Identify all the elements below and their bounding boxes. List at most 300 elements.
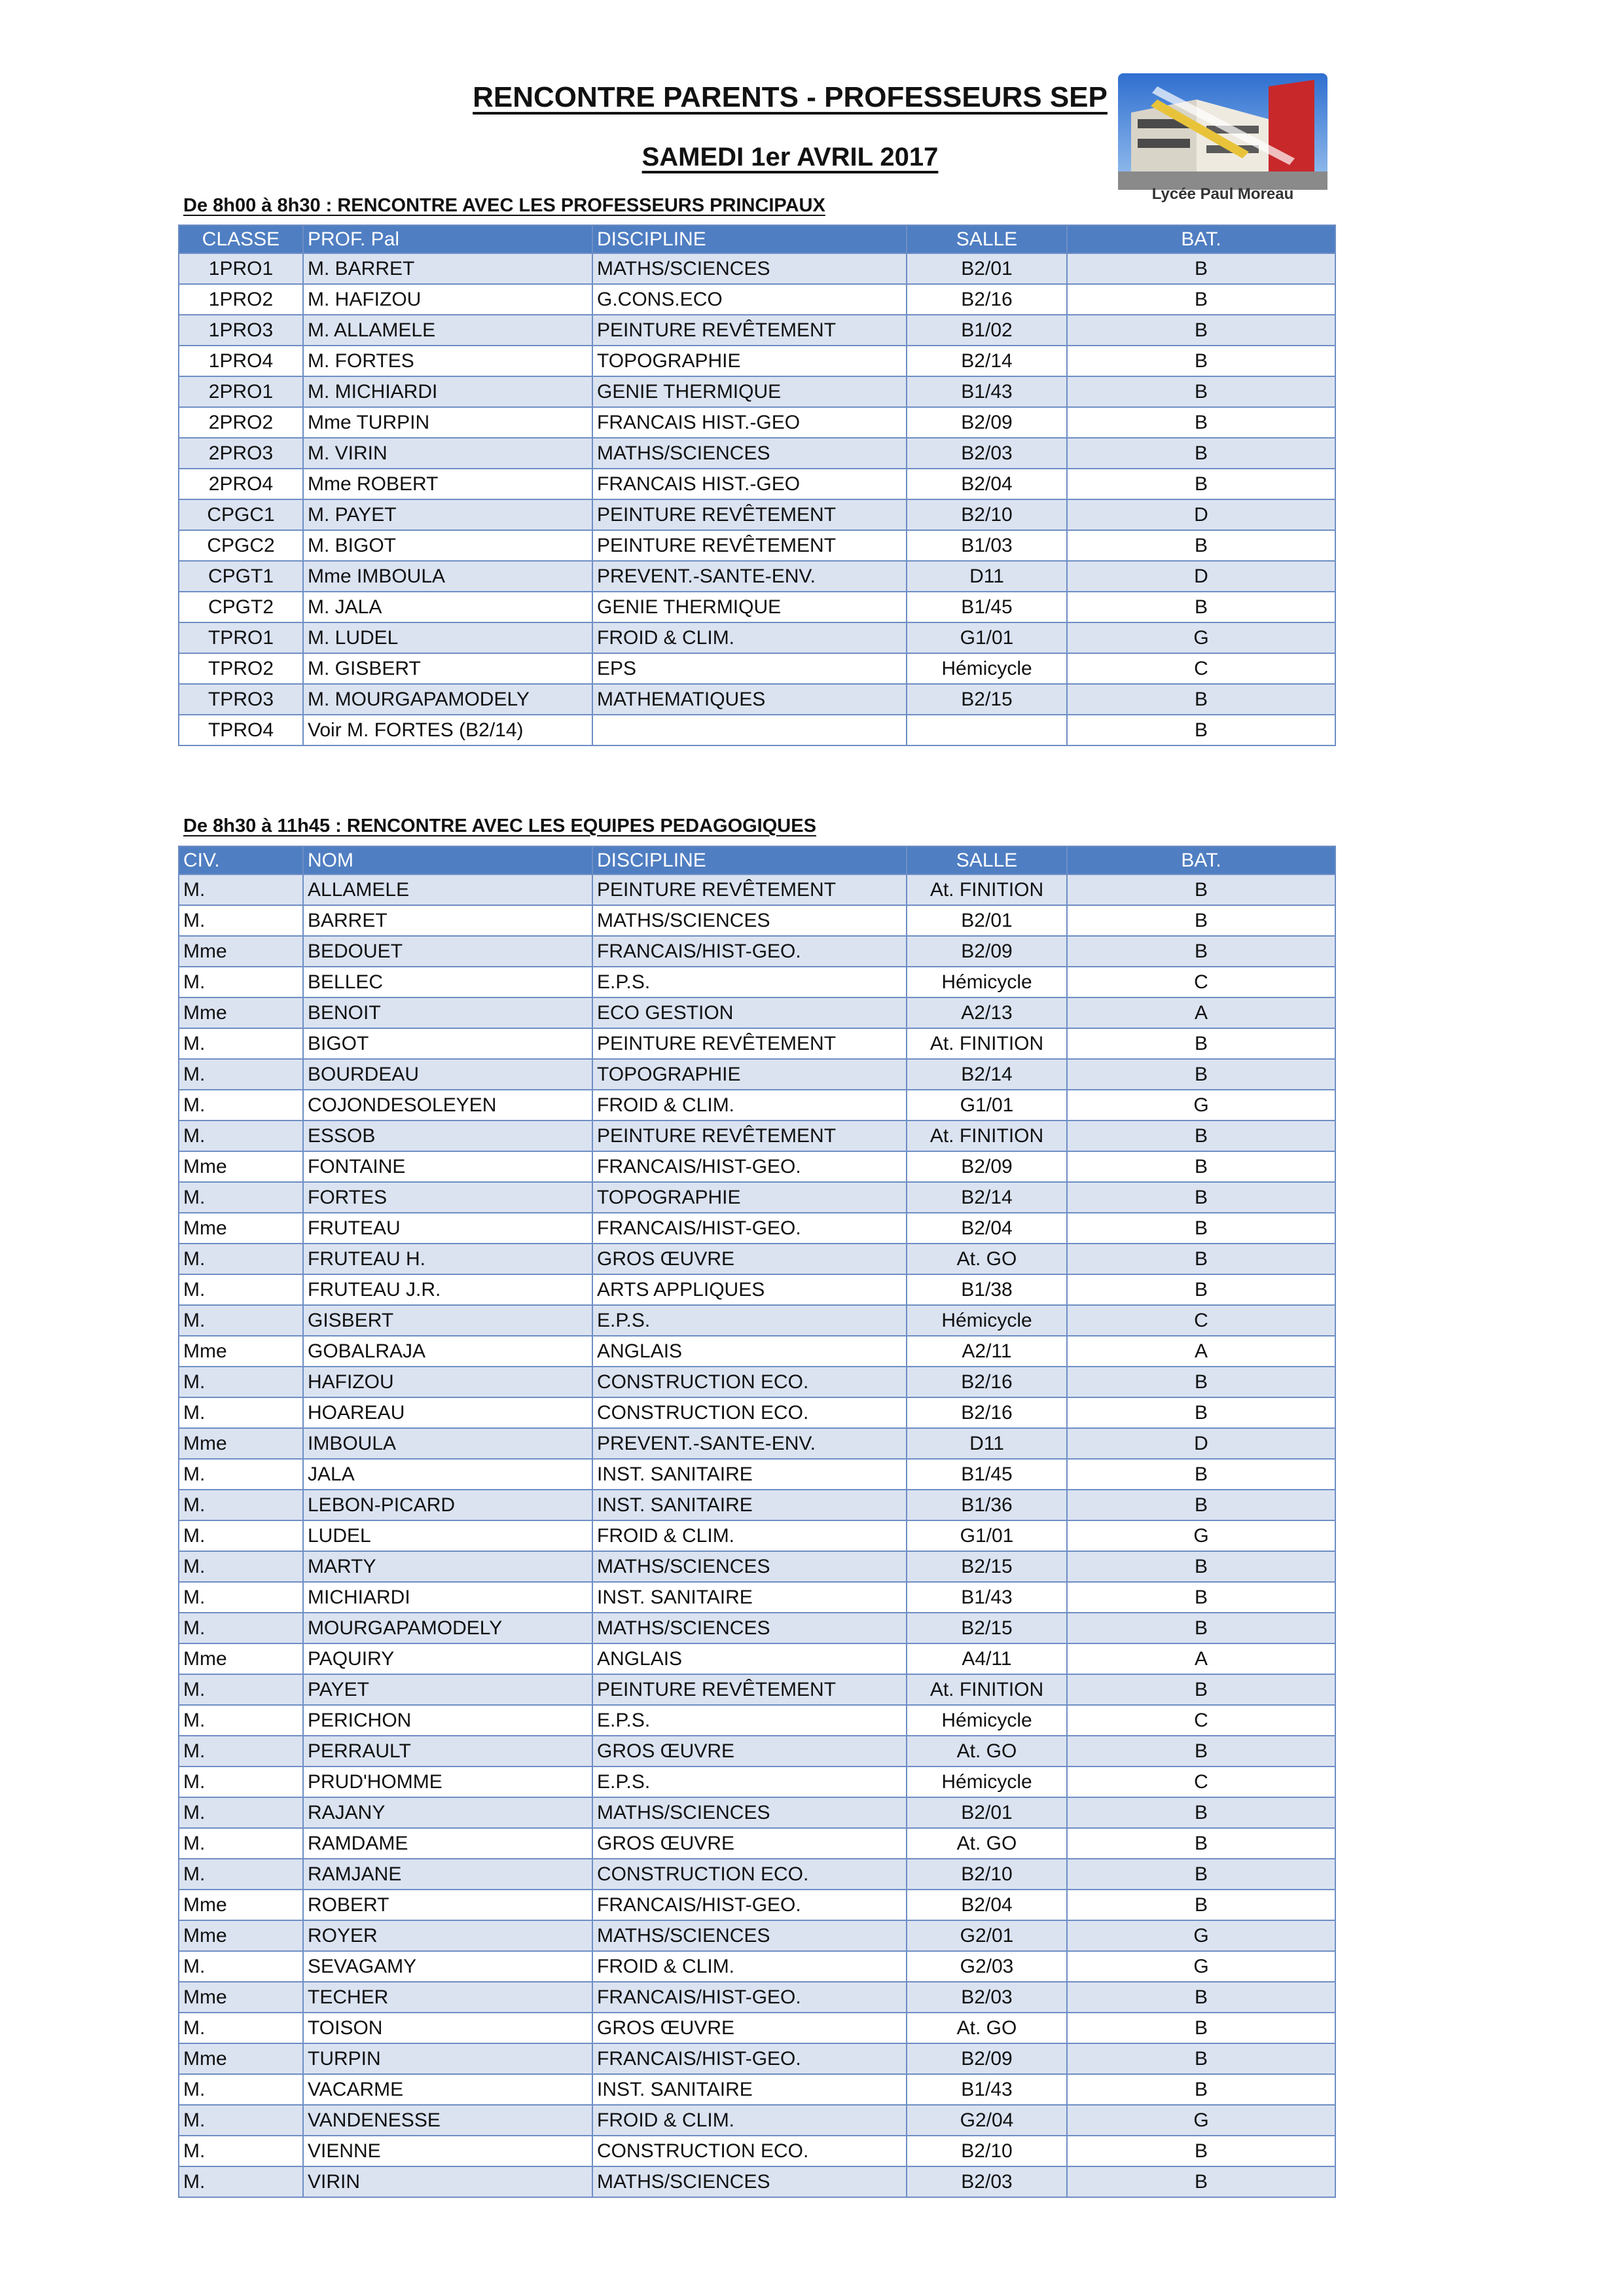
teams-table (178, 846, 1336, 2198)
cell-civ: Mme (179, 1890, 303, 1920)
cell-classe: 2PRO2 (179, 407, 303, 438)
cell-salle: Hémicycle (907, 653, 1067, 684)
cell-bat: B (1067, 469, 1335, 499)
table-row (179, 1490, 1335, 1520)
cell-classe: CPGT1 (179, 561, 303, 592)
cell-salle: B2/09 (907, 936, 1067, 967)
cell-salle: B2/10 (907, 2136, 1067, 2166)
cell-nom: FRUTEAU (303, 1213, 592, 1244)
table-row (179, 997, 1335, 1028)
cell-salle: At. FINITION (907, 874, 1067, 905)
cell-salle: G1/01 (907, 1090, 1067, 1121)
table-row (179, 1213, 1335, 1244)
cell-civ: M. (179, 1121, 303, 1151)
cell-salle: G1/01 (907, 622, 1067, 653)
cell-discipline: GROS ŒUVRE (592, 2013, 907, 2043)
table-row (179, 346, 1335, 376)
cell-discipline: ANGLAIS (592, 1336, 907, 1367)
table-row (179, 376, 1335, 407)
table-row (179, 438, 1335, 469)
cell-civ: M. (179, 967, 303, 997)
cell-nom: PERRAULT (303, 1736, 592, 1767)
cell-bat: G (1067, 1951, 1335, 1982)
cell-civ: M. (179, 1767, 303, 1797)
cell-salle: B2/03 (907, 438, 1067, 469)
cell-bat: G (1067, 1920, 1335, 1951)
cell-bat: B (1067, 1244, 1335, 1274)
cell-nom: TURPIN (303, 2043, 592, 2074)
cell-discipline: INST. SANITAIRE (592, 1490, 907, 1520)
cell-discipline: PEINTURE REVÊTEMENT (592, 530, 907, 561)
cell-salle: At. FINITION (907, 1674, 1067, 1705)
cell-salle: B1/36 (907, 1490, 1067, 1520)
table-row (179, 1028, 1335, 1059)
cell-bat: B (1067, 1213, 1335, 1244)
cell-bat: C (1067, 967, 1335, 997)
table-row (179, 715, 1335, 745)
cell-civ: M. (179, 1674, 303, 1705)
cell-salle: At. GO (907, 2013, 1067, 2043)
cell-bat: B (1067, 346, 1335, 376)
table-row (179, 1551, 1335, 1582)
cell-bat: B (1067, 874, 1335, 905)
cell-discipline: MATHS/SCIENCES (592, 253, 907, 284)
cell-discipline: ECO GESTION (592, 997, 907, 1028)
cell-civ: M. (179, 1182, 303, 1213)
cell-discipline: FRANCAIS/HIST-GEO. (592, 1890, 907, 1920)
cell-discipline: PEINTURE REVÊTEMENT (592, 315, 907, 346)
cell-discipline: INST. SANITAIRE (592, 1582, 907, 1613)
cell-salle: A4/11 (907, 1643, 1067, 1674)
cell-salle: B2/09 (907, 1151, 1067, 1182)
cell-discipline: CONSTRUCTION ECO. (592, 1367, 907, 1397)
cell-discipline: TOPOGRAPHIE (592, 1182, 907, 1213)
col-header-bat: BAT. (1067, 846, 1335, 874)
cell-civ: Mme (179, 1920, 303, 1951)
cell-nom: PAQUIRY (303, 1643, 592, 1674)
cell-discipline: GENIE THERMIQUE (592, 592, 907, 622)
cell-discipline: E.P.S. (592, 1305, 907, 1336)
cell-prof: M. VIRIN (303, 438, 592, 469)
col-header-civ: CIV. (179, 846, 303, 874)
cell-nom: BEDOUET (303, 936, 592, 967)
cell-discipline: GROS ŒUVRE (592, 1244, 907, 1274)
cell-salle: Hémicycle (907, 1305, 1067, 1336)
table-row (179, 1520, 1335, 1551)
cell-bat: B (1067, 684, 1335, 715)
cell-nom: ROYER (303, 1920, 592, 1951)
cell-classe: CPGT2 (179, 592, 303, 622)
cell-civ: M. (179, 905, 303, 936)
cell-salle: A2/13 (907, 997, 1067, 1028)
cell-salle: G2/01 (907, 1920, 1067, 1951)
cell-nom: VIENNE (303, 2136, 592, 2166)
cell-salle: Hémicycle (907, 967, 1067, 997)
cell-nom: BARRET (303, 905, 592, 936)
cell-salle: At. FINITION (907, 1121, 1067, 1151)
cell-discipline: MATHS/SCIENCES (592, 2166, 907, 2197)
col-header-salle: SALLE (907, 225, 1067, 253)
cell-discipline (592, 715, 907, 745)
cell-bat: B (1067, 592, 1335, 622)
cell-nom: HOAREAU (303, 1397, 592, 1428)
cell-salle: B1/43 (907, 2074, 1067, 2105)
cell-salle: B1/43 (907, 376, 1067, 407)
cell-civ: M. (179, 1090, 303, 1121)
cell-salle: B2/14 (907, 1182, 1067, 1213)
table-row (179, 1920, 1335, 1951)
col-header-discipline: DISCIPLINE (592, 846, 907, 874)
cell-discipline: FROID & CLIM. (592, 2105, 907, 2136)
cell-bat: C (1067, 1705, 1335, 1736)
table-row (179, 653, 1335, 684)
cell-classe: TPRO1 (179, 622, 303, 653)
table-row (179, 561, 1335, 592)
table-row (179, 684, 1335, 715)
table-row (179, 1613, 1335, 1643)
cell-bat: A (1067, 1643, 1335, 1674)
cell-bat: A (1067, 1336, 1335, 1367)
cell-salle: B2/04 (907, 1890, 1067, 1920)
cell-prof: M. JALA (303, 592, 592, 622)
cell-nom: BOURDEAU (303, 1059, 592, 1090)
cell-discipline: MATHS/SCIENCES (592, 1613, 907, 1643)
section-heading-teams: De 8h30 à 11h45 : RENCONTRE AVEC LES EQUIPES PEDAGOGIQUES (183, 816, 816, 836)
cell-civ: Mme (179, 997, 303, 1028)
table-row (179, 1582, 1335, 1613)
table-row (179, 1151, 1335, 1182)
cell-prof: M. PAYET (303, 499, 592, 530)
cell-bat: B (1067, 1859, 1335, 1890)
cell-bat: B (1067, 2013, 1335, 2043)
cell-nom: RAJANY (303, 1797, 592, 1828)
cell-bat: G (1067, 1520, 1335, 1551)
cell-nom: GOBALRAJA (303, 1336, 592, 1367)
cell-bat: B (1067, 1151, 1335, 1182)
cell-salle: B2/04 (907, 469, 1067, 499)
cell-salle: G2/03 (907, 1951, 1067, 1982)
cell-nom: LEBON-PICARD (303, 1490, 592, 1520)
cell-bat: B (1067, 1674, 1335, 1705)
cell-prof: M. MICHIARDI (303, 376, 592, 407)
cell-bat: B (1067, 376, 1335, 407)
cell-civ: M. (179, 1613, 303, 1643)
cell-classe: TPRO2 (179, 653, 303, 684)
cell-discipline: G.CONS.ECO (592, 284, 907, 315)
cell-nom: FRUTEAU H. (303, 1244, 592, 1274)
cell-salle: At. GO (907, 1244, 1067, 1274)
cell-discipline: PEINTURE REVÊTEMENT (592, 1121, 907, 1151)
cell-civ: M. (179, 1305, 303, 1336)
cell-bat: C (1067, 653, 1335, 684)
cell-discipline: E.P.S. (592, 1705, 907, 1736)
cell-salle: G2/04 (907, 2105, 1067, 2136)
cell-bat: B (1067, 1459, 1335, 1490)
cell-bat: B (1067, 905, 1335, 936)
cell-prof: M. BARRET (303, 253, 592, 284)
col-header-prof: PROF. Pal (303, 225, 592, 253)
cell-discipline: FROID & CLIM. (592, 622, 907, 653)
cell-salle (907, 715, 1067, 745)
cell-bat: B (1067, 1797, 1335, 1828)
cell-classe: 1PRO4 (179, 346, 303, 376)
table-row (179, 1244, 1335, 1274)
cell-salle: B2/01 (907, 1797, 1067, 1828)
cell-bat: G (1067, 2105, 1335, 2136)
cell-bat: B (1067, 315, 1335, 346)
table-row (179, 967, 1335, 997)
cell-discipline: PEINTURE REVÊTEMENT (592, 1674, 907, 1705)
cell-salle: B1/02 (907, 315, 1067, 346)
cell-classe: TPRO4 (179, 715, 303, 745)
cell-nom: BELLEC (303, 967, 592, 997)
cell-bat: A (1067, 997, 1335, 1028)
cell-classe: 1PRO3 (179, 315, 303, 346)
cell-civ: Mme (179, 1336, 303, 1367)
cell-salle: B2/03 (907, 1982, 1067, 2013)
page-title: RENCONTRE PARENTS - PROFESSEURS SEP (473, 81, 1108, 113)
cell-bat: B (1067, 1028, 1335, 1059)
cell-civ: M. (179, 1490, 303, 1520)
cell-salle: B1/43 (907, 1582, 1067, 1613)
cell-prof: M. GISBERT (303, 653, 592, 684)
cell-salle: B2/10 (907, 1859, 1067, 1890)
cell-discipline: MATHS/SCIENCES (592, 1797, 907, 1828)
cell-discipline: INST. SANITAIRE (592, 1459, 907, 1490)
cell-classe: 1PRO1 (179, 253, 303, 284)
cell-nom: MARTY (303, 1551, 592, 1582)
cell-discipline: PEINTURE REVÊTEMENT (592, 1028, 907, 1059)
table-row (179, 1643, 1335, 1674)
cell-discipline: MATHEMATIQUES (592, 684, 907, 715)
cell-discipline: GROS ŒUVRE (592, 1828, 907, 1859)
cell-nom: PRUD'HOMME (303, 1767, 592, 1797)
cell-salle: D11 (907, 1428, 1067, 1459)
cell-salle: Hémicycle (907, 1767, 1067, 1797)
cell-discipline: FRANCAIS/HIST-GEO. (592, 1151, 907, 1182)
cell-bat: B (1067, 253, 1335, 284)
cell-bat: B (1067, 1890, 1335, 1920)
cell-classe: 1PRO2 (179, 284, 303, 315)
cell-bat: C (1067, 1767, 1335, 1797)
cell-bat: B (1067, 1490, 1335, 1520)
table-row (179, 2136, 1335, 2166)
table-row (179, 407, 1335, 438)
col-header-nom: NOM (303, 846, 592, 874)
cell-bat: C (1067, 1305, 1335, 1336)
cell-civ: M. (179, 1459, 303, 1490)
table-row (179, 592, 1335, 622)
table-row (179, 1674, 1335, 1705)
cell-salle: B2/10 (907, 499, 1067, 530)
cell-nom: GISBERT (303, 1305, 592, 1336)
cell-discipline: TOPOGRAPHIE (592, 1059, 907, 1090)
principals-table (178, 224, 1336, 746)
cell-nom: IMBOULA (303, 1428, 592, 1459)
cell-nom: ESSOB (303, 1121, 592, 1151)
cell-salle: B2/09 (907, 407, 1067, 438)
cell-nom: VANDENESSE (303, 2105, 592, 2136)
cell-classe: CPGC2 (179, 530, 303, 561)
cell-civ: M. (179, 1797, 303, 1828)
cell-classe: 2PRO4 (179, 469, 303, 499)
cell-discipline: FRANCAIS/HIST-GEO. (592, 1213, 907, 1244)
table-row (179, 1090, 1335, 1121)
cell-bat: B (1067, 2166, 1335, 2197)
cell-bat: B (1067, 715, 1335, 745)
table-header-row (179, 846, 1335, 874)
logo-caption: Lycée Paul Moreau (1151, 185, 1294, 203)
cell-nom: FONTAINE (303, 1151, 592, 1182)
cell-civ: M. (179, 2136, 303, 2166)
cell-discipline: CONSTRUCTION ECO. (592, 2136, 907, 2166)
table-row (179, 1951, 1335, 1982)
cell-salle: B2/03 (907, 2166, 1067, 2197)
cell-civ: Mme (179, 1151, 303, 1182)
cell-prof: Mme IMBOULA (303, 561, 592, 592)
cell-nom: TOISON (303, 2013, 592, 2043)
cell-civ: Mme (179, 1643, 303, 1674)
table-row (179, 1367, 1335, 1397)
cell-prof: Mme ROBERT (303, 469, 592, 499)
table-row (179, 874, 1335, 905)
col-header-classe: CLASSE (179, 225, 303, 253)
cell-prof: M. HAFIZOU (303, 284, 592, 315)
cell-discipline: EPS (592, 653, 907, 684)
cell-nom: TECHER (303, 1982, 592, 2013)
cell-prof: M. MOURGAPAMODELY (303, 684, 592, 715)
cell-nom: ALLAMELE (303, 874, 592, 905)
cell-bat: B (1067, 1582, 1335, 1613)
cell-civ: M. (179, 1551, 303, 1582)
table-row (179, 1797, 1335, 1828)
table-header-row (179, 225, 1335, 253)
cell-salle: D11 (907, 561, 1067, 592)
cell-salle: B2/15 (907, 1613, 1067, 1643)
cell-salle: B2/16 (907, 284, 1067, 315)
cell-classe: 2PRO3 (179, 438, 303, 469)
cell-classe: 2PRO1 (179, 376, 303, 407)
cell-bat: G (1067, 622, 1335, 653)
cell-discipline: CONSTRUCTION ECO. (592, 1859, 907, 1890)
table-row (179, 1982, 1335, 2013)
table-row (179, 2043, 1335, 2074)
cell-civ: M. (179, 1520, 303, 1551)
table-row (179, 1428, 1335, 1459)
cell-salle: B2/14 (907, 1059, 1067, 1090)
cell-discipline: FROID & CLIM. (592, 1951, 907, 1982)
cell-nom: FRUTEAU J.R. (303, 1274, 592, 1305)
cell-discipline: ANGLAIS (592, 1643, 907, 1674)
cell-prof: M. LUDEL (303, 622, 592, 653)
cell-prof: M. ALLAMELE (303, 315, 592, 346)
cell-discipline: FROID & CLIM. (592, 1520, 907, 1551)
table-row (179, 1305, 1335, 1336)
cell-discipline: PREVENT.-SANTE-ENV. (592, 1428, 907, 1459)
table-row (179, 1828, 1335, 1859)
cell-discipline: INST. SANITAIRE (592, 2074, 907, 2105)
table-row (179, 1182, 1335, 1213)
cell-civ: Mme (179, 1428, 303, 1459)
page-date: SAMEDI 1er AVRIL 2017 (641, 143, 939, 171)
cell-discipline: FRANCAIS/HIST-GEO. (592, 1982, 907, 2013)
table-row (179, 315, 1335, 346)
cell-bat: D (1067, 561, 1335, 592)
cell-salle: B2/15 (907, 684, 1067, 715)
cell-classe: TPRO3 (179, 684, 303, 715)
cell-bat: B (1067, 407, 1335, 438)
cell-salle: B2/16 (907, 1367, 1067, 1397)
cell-salle: B1/45 (907, 592, 1067, 622)
cell-bat: B (1067, 530, 1335, 561)
cell-salle: B2/16 (907, 1397, 1067, 1428)
cell-discipline: GROS ŒUVRE (592, 1736, 907, 1767)
cell-nom: JALA (303, 1459, 592, 1490)
table-row (179, 284, 1335, 315)
cell-nom: VACARME (303, 2074, 592, 2105)
cell-nom: MICHIARDI (303, 1582, 592, 1613)
cell-bat: B (1067, 438, 1335, 469)
cell-civ: Mme (179, 1213, 303, 1244)
table-row (179, 530, 1335, 561)
table-row (179, 622, 1335, 653)
cell-discipline: E.P.S. (592, 967, 907, 997)
cell-salle: B1/45 (907, 1459, 1067, 1490)
table-row (179, 905, 1335, 936)
cell-discipline: MATHS/SCIENCES (592, 1920, 907, 1951)
cell-bat: B (1067, 1828, 1335, 1859)
cell-civ: M. (179, 1736, 303, 1767)
table-row (179, 1336, 1335, 1367)
cell-salle: A2/11 (907, 1336, 1067, 1367)
section-heading-principals: De 8h00 à 8h30 : RENCONTRE AVEC LES PROFESSEURS PRINCIPAUX (183, 195, 825, 216)
cell-bat: B (1067, 1274, 1335, 1305)
cell-salle: B2/15 (907, 1551, 1067, 1582)
cell-civ: M. (179, 1859, 303, 1890)
cell-nom: COJONDESOLEYEN (303, 1090, 592, 1121)
cell-salle: B2/01 (907, 253, 1067, 284)
table-row (179, 1397, 1335, 1428)
cell-discipline: FRANCAIS/HIST-GEO. (592, 2043, 907, 2074)
table-row (179, 499, 1335, 530)
cell-prof: M. FORTES (303, 346, 592, 376)
cell-bat: B (1067, 1367, 1335, 1397)
cell-civ: Mme (179, 2043, 303, 2074)
cell-nom: RAMDAME (303, 1828, 592, 1859)
cell-civ: M. (179, 2105, 303, 2136)
cell-civ: M. (179, 2074, 303, 2105)
cell-discipline: CONSTRUCTION ECO. (592, 1397, 907, 1428)
cell-discipline: MATHS/SCIENCES (592, 1551, 907, 1582)
cell-civ: M. (179, 1582, 303, 1613)
cell-discipline: GENIE THERMIQUE (592, 376, 907, 407)
cell-civ: M. (179, 1244, 303, 1274)
cell-bat: B (1067, 284, 1335, 315)
cell-salle: At. GO (907, 1736, 1067, 1767)
cell-salle: B2/04 (907, 1213, 1067, 1244)
cell-bat: B (1067, 1613, 1335, 1643)
cell-discipline: FRANCAIS HIST.-GEO (592, 407, 907, 438)
cell-civ: M. (179, 1274, 303, 1305)
cell-prof: Mme TURPIN (303, 407, 592, 438)
cell-discipline: PEINTURE REVÊTEMENT (592, 499, 907, 530)
cell-civ: M. (179, 2013, 303, 2043)
cell-nom: MOURGAPAMODELY (303, 1613, 592, 1643)
cell-discipline: MATHS/SCIENCES (592, 438, 907, 469)
cell-bat: B (1067, 1551, 1335, 1582)
table-row (179, 2074, 1335, 2105)
cell-discipline: ARTS APPLIQUES (592, 1274, 907, 1305)
